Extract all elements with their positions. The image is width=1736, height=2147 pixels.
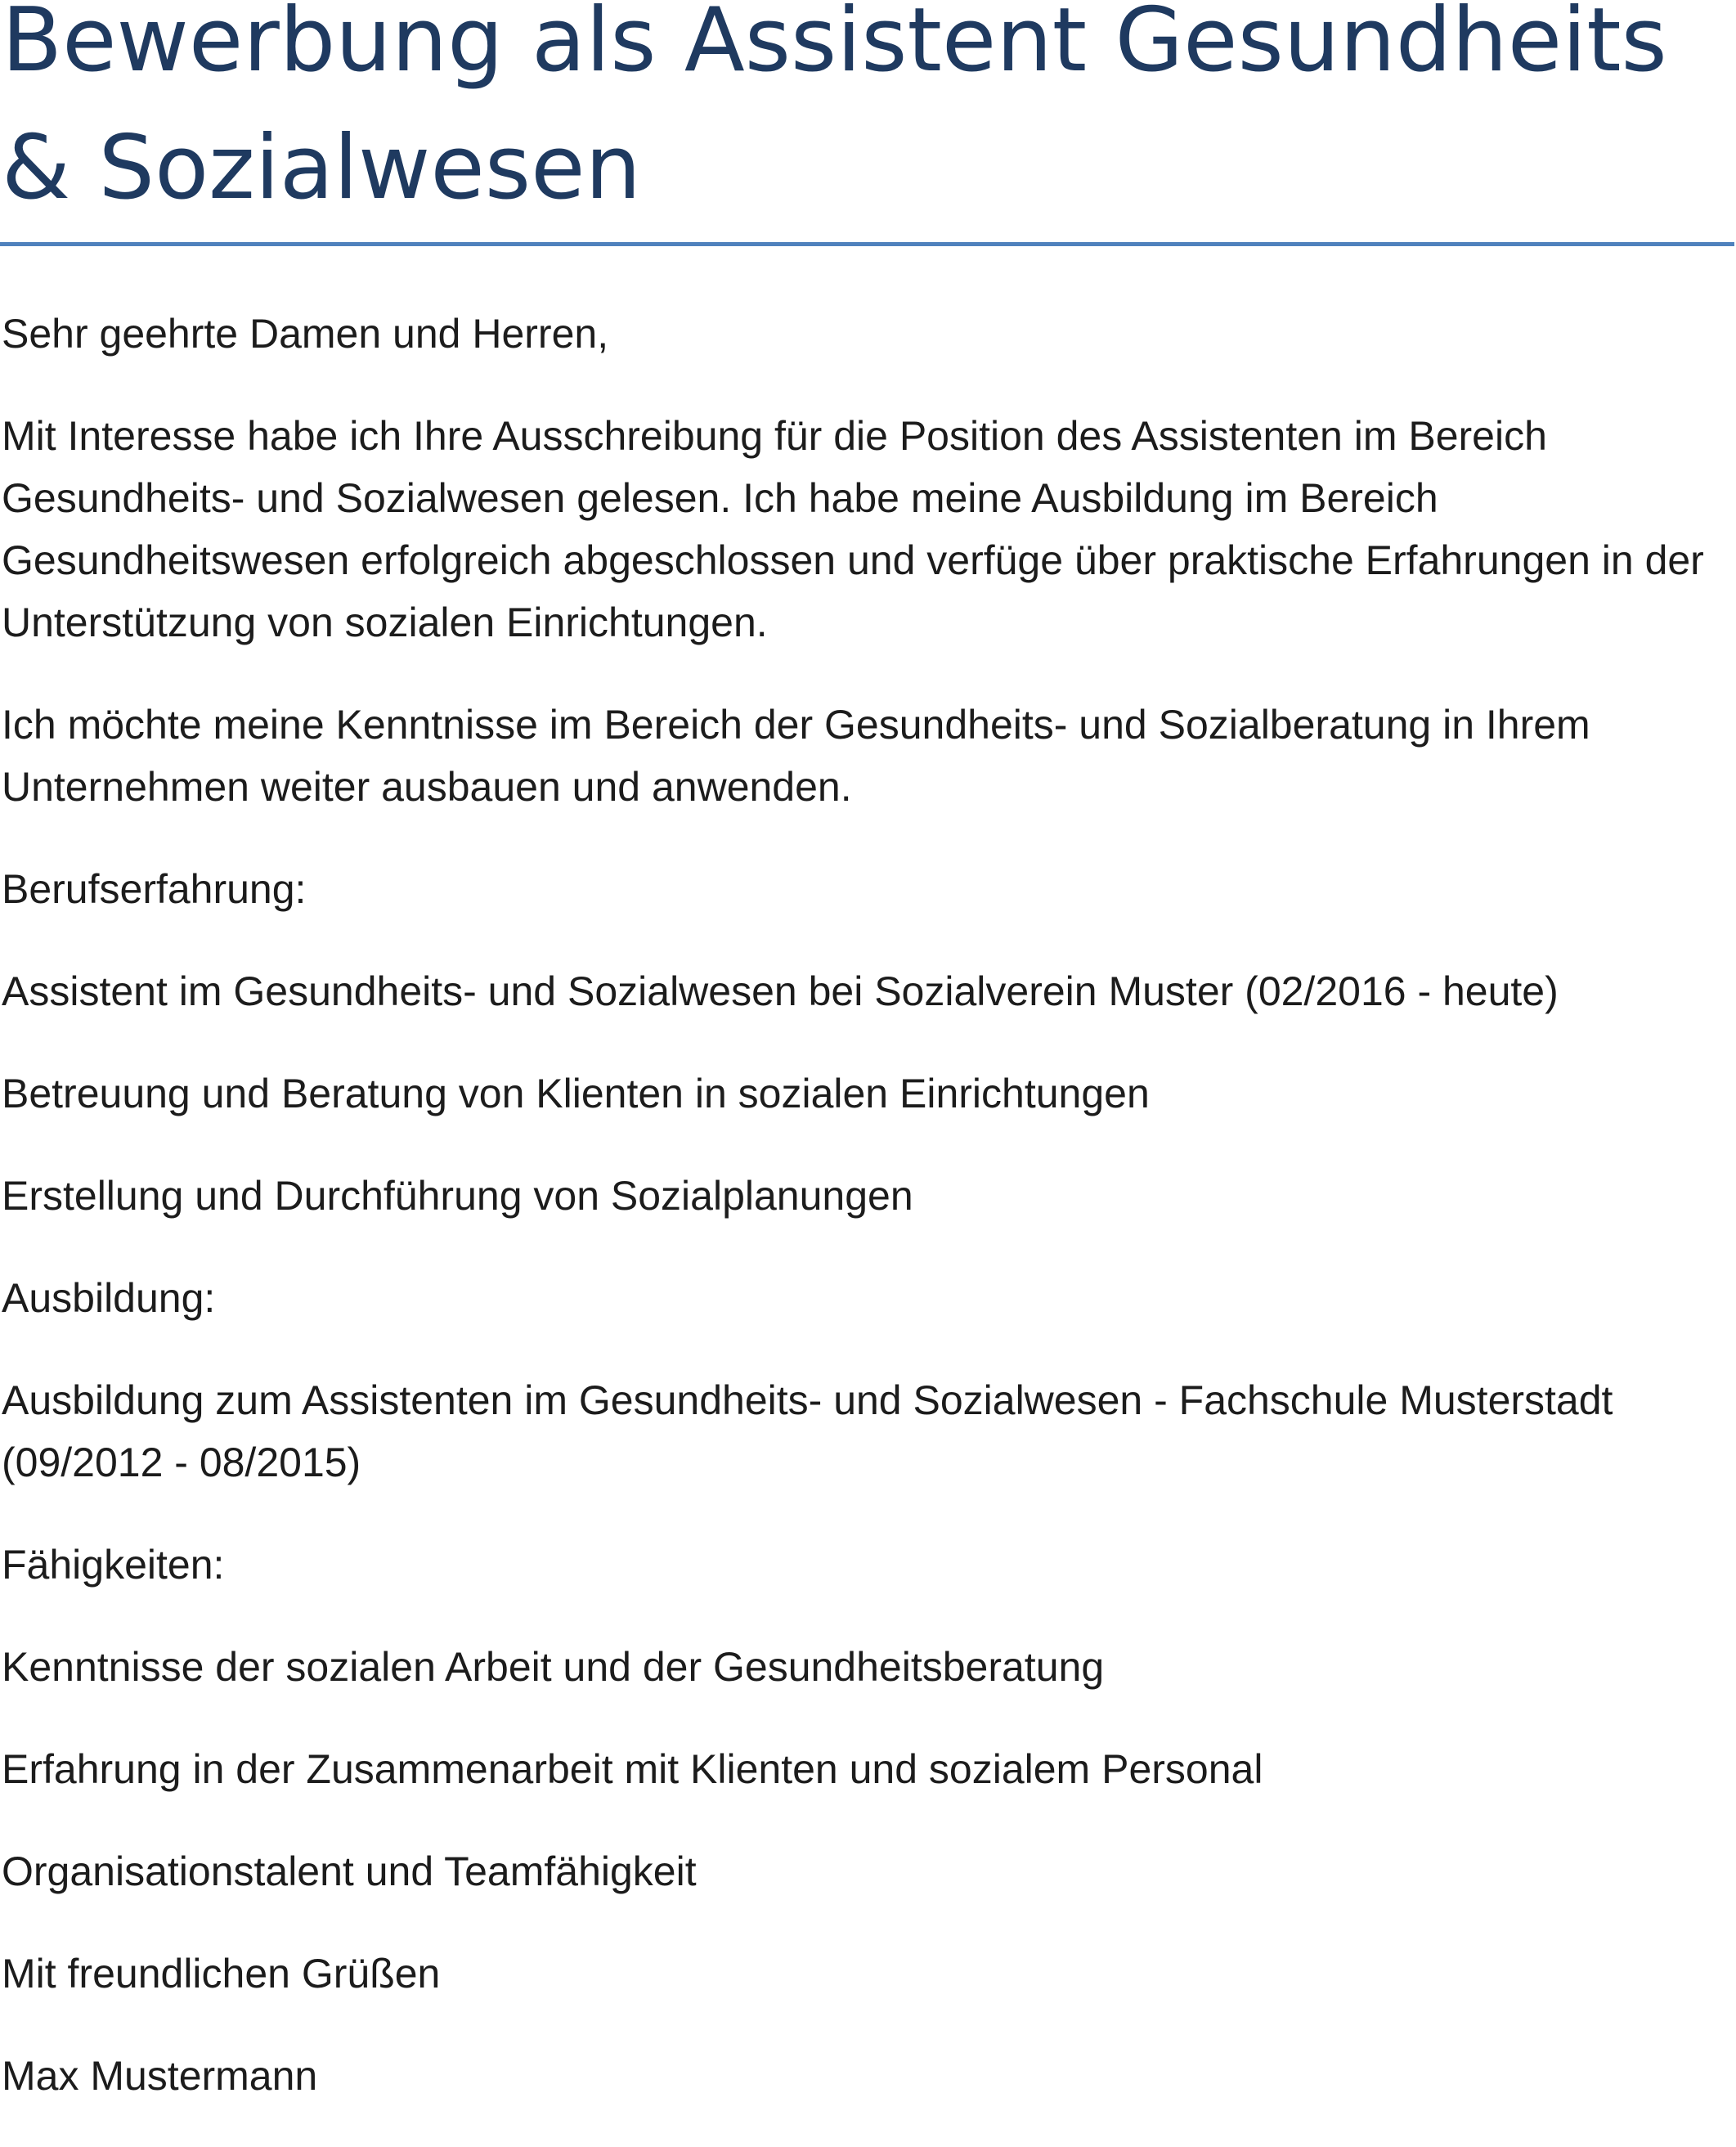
education-item: Ausbildung zum Assistenten im Gesundheits- und Sozialwesen - Fachschule Musterstadt (09/2012 - 08/2015): [2, 1377, 1613, 1485]
skill-item: Erfahrung in der Zusammenarbeit mit Klienten und sozialem Personal: [2, 1746, 1263, 1792]
salutation: Sehr geehrte Damen und Herren,: [2, 311, 609, 357]
intro-paragraph: Mit Interesse habe ich Ihre Ausschreibung für die Position des Assistenten im Bereich Gesundheits- und Sozialwesen gelesen. Ich habe meine Ausbildung im Bereich Gesundheitswesen erfolgreich abgeschlossen und verfüge über praktische Erfahrungen in der Unterstützung von sozialen Einrichtungen.: [2, 413, 1704, 645]
skill-item: Kenntnisse der sozialen Arbeit und der Gesundheitsberatung: [2, 1644, 1105, 1690]
experience-item: Betreuung und Beratung von Klienten in sozialen Einrichtungen: [2, 1071, 1150, 1116]
experience-item: Erstellung und Durchführung von Sozialplanungen: [2, 1173, 913, 1219]
document-body: [2, 303, 1719, 2147]
closing: Mit freundlichen Grüßen: [2, 1951, 441, 1997]
motivation-paragraph: Ich möchte meine Kenntnisse im Bereich der Gesundheits- und Sozialberatung in Ihrem Unternehmen weiter ausbauen und anwenden.: [2, 702, 1590, 810]
signature-name: Max Mustermann: [2, 2053, 318, 2099]
experience-item: Assistent im Gesundheits- und Sozialwesen bei Sozialverein Muster (02/2016 - heute): [2, 968, 1559, 1014]
section-heading-experience: Berufserfahrung:: [2, 866, 307, 912]
document-title: Bewerbung als Assistent Gesundheits & Sozialwesen: [2, 0, 1667, 219]
title-divider: [0, 242, 1734, 246]
section-heading-skills: Fähigkeiten:: [2, 1542, 225, 1588]
section-heading-education: Ausbildung:: [2, 1275, 216, 1321]
skill-item: Organisationstalent und Teamfähigkeit: [2, 1848, 697, 1894]
